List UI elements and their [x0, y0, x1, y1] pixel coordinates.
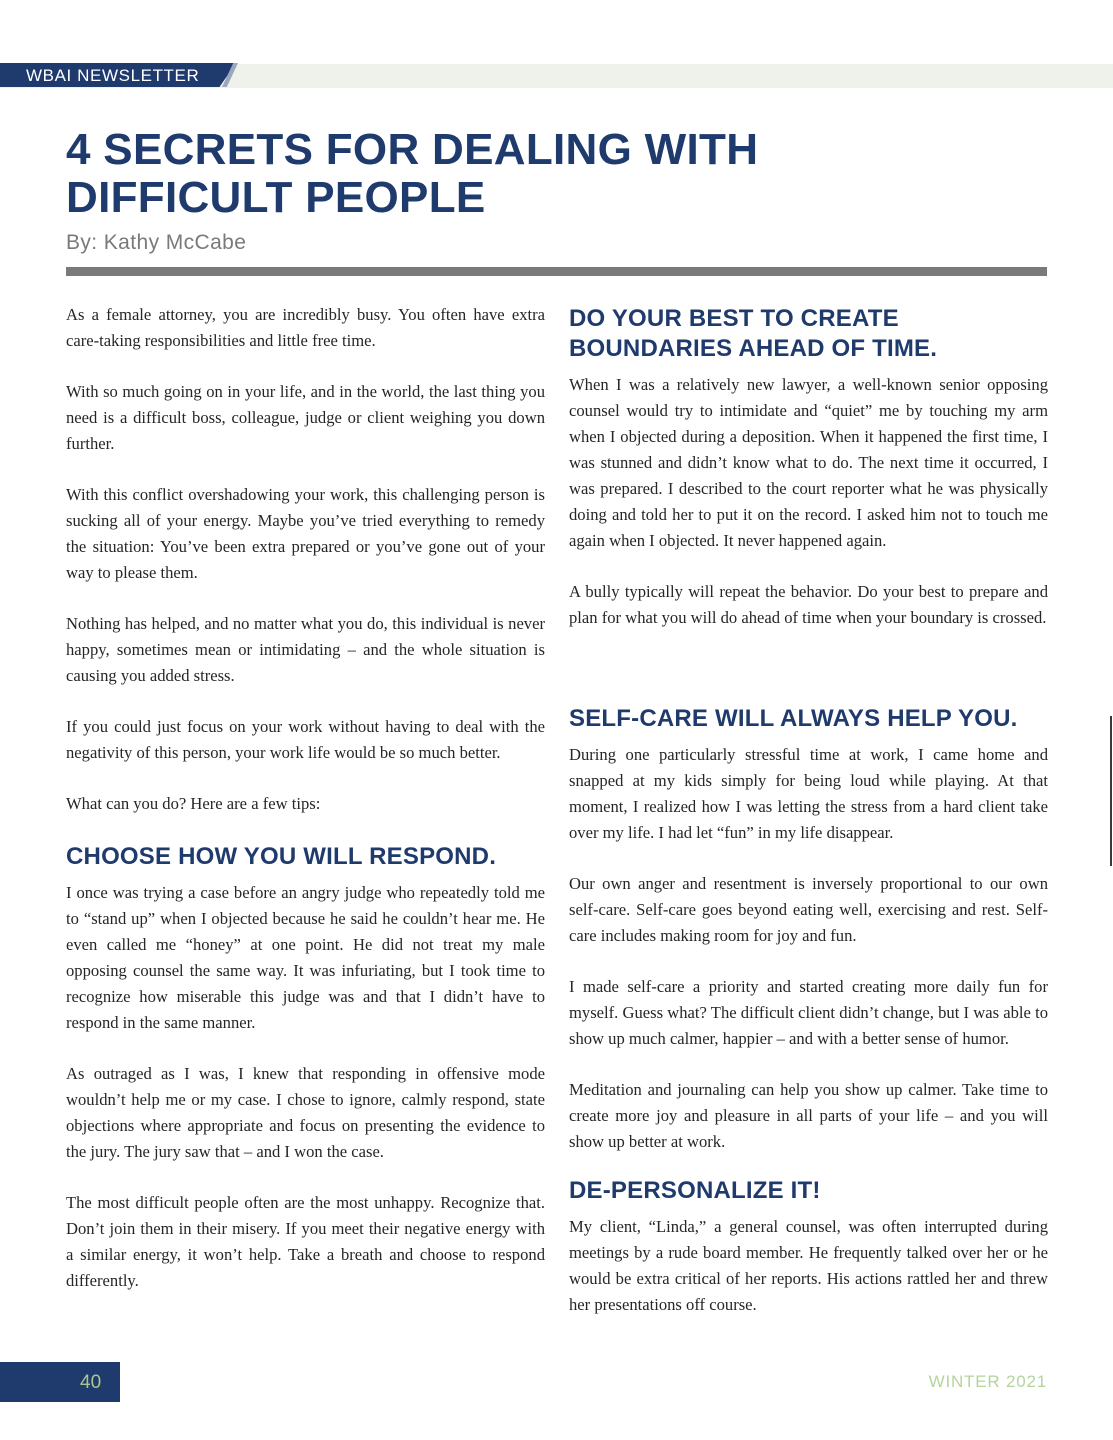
newsletter-label: WBAI NEWSLETTER: [26, 66, 200, 85]
intro-paragraph: As a female attorney, you are incredibly busy. You often have extra care-taking responsibilities and little free time.: [66, 305, 545, 350]
section-paragraph: Our own anger and resentment is inversely proportional to our own self-care. Self-care goes beyond eating well, exercising and rest. Self-care includes making room for joy and fun.: [569, 874, 1048, 945]
article-byline: By: Kathy McCabe: [66, 231, 247, 254]
intro-paragraph: With this conflict overshadowing your work, this challenging person is sucking all of your energy. Maybe you’ve tried everything to remedy the situation: You’ve been extra prepared or you’ve gone out of your way to please them.: [66, 485, 545, 582]
section-paragraph: As outraged as I was, I knew that responding in offensive mode wouldn’t help me or my case. I chose to ignore, calmly respond, state objections where appropriate and focus on presenting the evidence to the jury. The jury saw that – and I won the case.: [66, 1064, 545, 1161]
section-paragraph: I made self-care a priority and started creating more daily fun for myself. Guess what? The difficult client didn’t change, but I was able to show up much calmer, happier – and with a better sense of humor.: [569, 977, 1048, 1048]
section-paragraph: I once was trying a case before an angry judge who repeatedly told me to “stand up” when I objected because he said he couldn’t hear me. He even called me “honey” at one point. He did not treat my male opposing counsel the same way. It was infuriating, but I took time to recognize how miserable this judge was and that I didn’t have to respond in the same manner.: [66, 883, 545, 1032]
section-paragraph: A bully typically will repeat the behavior. Do your best to prepare and plan for what you will do ahead of time when your boundary is crossed.: [569, 582, 1048, 627]
section-heading: SELF-CARE WILL ALWAYS HELP YOU.: [569, 705, 1018, 732]
section-heading: CHOOSE HOW YOU WILL RESPOND.: [66, 843, 497, 870]
section-depersonalize: [569, 1174, 1048, 1318]
page-edge-mark: [1110, 716, 1112, 866]
section-choose-response: [66, 842, 545, 1294]
section-paragraph: Meditation and journaling can help you show up calmer. Take time to create more joy and pleasure in all parts of your life – and you will show up better at work.: [569, 1080, 1048, 1151]
page-number-box: [0, 1362, 120, 1402]
section-paragraph: The most difficult people often are the most unhappy. Recognize that. Don’t join them in their misery. If you meet their negative energy with a similar energy, it won’t help. Take a breath and choose to respond differently.: [66, 1193, 545, 1290]
intro-paragraph: What can you do? Here are a few tips:: [66, 794, 321, 813]
intro-paragraph: If you could just focus on your work without having to deal with the negativity of this person, your work life would be so much better.: [66, 717, 545, 762]
intro-paragraph: Nothing has helped, and no matter what you do, this individual is never happy, sometimes mean or intimidating – and the whole situation is causing you added stress.: [66, 614, 545, 685]
title-divider: [66, 267, 1047, 276]
section-paragraph: My client, “Linda,” a general counsel, was often interrupted during meetings by a rude board member. He frequently talked over her or he would be extra critical of her reports. His actions rattled her and threw her presentations off course.: [569, 1217, 1048, 1314]
page-number: 40: [80, 1372, 102, 1393]
article-title: 4 SECRETS FOR DEALING WITH DIFFICULT PEOPLE: [66, 125, 759, 222]
section-boundaries: [569, 302, 1048, 631]
section-paragraph: When I was a relatively new lawyer, a well-known senior opposing counsel would try to intimidate and “quiet” me by touching my arm when I objected during a deposition. When it happened the first time, I was stunned and didn’t know what to do. The next time it occurred, I was prepared. I described to the court reporter what he was physically doing and told her to put it on the record. I asked him not to touch me again when I objected. It never happened again.: [569, 375, 1048, 550]
intro-paragraph: With so much going on in your life, and in the world, the last thing you need is a difficult boss, colleague, judge or client weighing you down further.: [66, 382, 545, 453]
section-self-care: [569, 702, 1048, 1155]
section-paragraph: During one particularly stressful time at work, I came home and snapped at my kids simply for being loud while playing. At that moment, I realized how I was letting the stress from a hard client take over my life. I had let “fun” in my life disappear.: [569, 745, 1048, 842]
left-column: [66, 302, 545, 1294]
issue-label: WINTER 2021: [928, 1372, 1047, 1391]
section-heading: DE-PERSONALIZE IT!: [569, 1177, 821, 1204]
section-heading: DO YOUR BEST TO CREATE BOUNDARIES AHEAD OF TIME.: [569, 305, 938, 362]
